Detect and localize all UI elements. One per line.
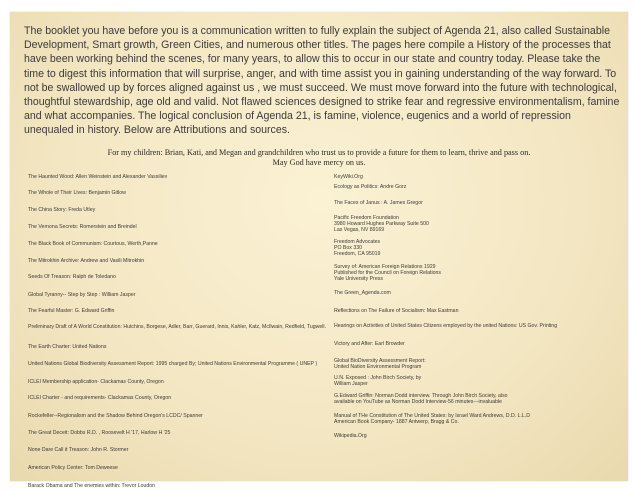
source-entry: G.Edward Griffin: Norman Dodd interview. Through John Birch Society, also available on YouTube as Norman Dodd Interview-56 minutes---invaluable [334, 393, 508, 406]
source-entry: Manual of THe Constitution of The United States: by Israel Ward Andrews, D.D. L.L.D American Book Company- 1887 Antwerp, Bragg & Co. [334, 413, 530, 426]
source-entry: The Black Book of Communism: Courtous, Werth,Panne [28, 241, 158, 247]
source-entry: The Earth Charter: United Nations [28, 344, 107, 350]
source-entry: KeyWiki.Org [334, 174, 363, 180]
source-entry: The China Story: Freda Utley [28, 207, 96, 213]
source-entry: The Whole of Their Lives: Benjamin Gitlow [28, 190, 126, 196]
source-entry: Freedom Advocates PO Box 330 Freedom, CA 95019 [334, 239, 381, 258]
source-entry: Reflections on The Failure of Socialism: Max Eastman [334, 308, 459, 314]
source-entry: Wikipedia.Org [334, 433, 367, 439]
source-entry: None Dare Call it Treason: John R. Stormer [28, 447, 129, 453]
source-entry: Rockefeller--Regionalism and the Shadow Behind Oregon's LCDC/ Spanner [28, 413, 203, 419]
source-entry: Victory and After: Earl Browder [334, 341, 405, 347]
dedication-line-2: May God have mercy on us. [272, 158, 366, 167]
source-entry: The Haunted Wood: Allen Weinstein and Alexander Vassiliev [28, 174, 168, 180]
source-entry: Survey of: American Foreign Relations 1929 Published for the Council on Foreign Relations Yale University Press [334, 264, 441, 283]
source-entry: U.N. Exposed : John Birch Society, by William Jasper [334, 375, 422, 388]
source-entry: Global BioDiversity Assessment Report: United Nation Environmental Program [334, 358, 426, 371]
source-entry: Preliminary Draft of A World Constitution: Hutchins, Borgese, Adler, Barr, Guerard, Innis, Kahler, Katz, McIlwain, Redfield, Tugwell. [28, 324, 327, 330]
slide [10, 12, 628, 489]
source-entry: The Green_Agenda.com [334, 290, 391, 296]
source-entry: Ecology as Politics: Andre Gorz [334, 184, 407, 190]
source-entry: The Faces of Janus : A. James Gregor [334, 200, 423, 206]
source-entry: The Mitrokhin Archive: Andrew and Vasili Mitrokhin [28, 258, 145, 264]
source-entry: Barack Obama and The enemies within: Trevor Loudon [28, 483, 156, 489]
source-entry: The Vernona Secrets: Romerstein and Breindel [28, 224, 137, 230]
source-entry: Hearings on Activities of United States Citizens employed by the united Nations: US Gov. Printing [334, 323, 558, 329]
dedication [10, 148, 628, 168]
source-entry: United Nations Global Biodiversity Assessment Report: 1995 charged By; United Nations Environmental Programme ( UNEP ) [28, 361, 318, 367]
source-entry: The Fearful Master: G. Edward Griffin [28, 308, 115, 314]
source-entry: ICLEI Charter - and requirements- Clackamas County, Oregon [28, 395, 172, 401]
source-entry: ICLEI Membership application- Clackamas County, Oregon [28, 379, 164, 385]
dedication-line-1: For my children: Brian, Kati, and Megan and grandchildren who trust us to provide a future for them to learn, thrive and pass on. [107, 148, 531, 157]
source-entry: Seeds Of Treason: Ralph de Toledano [28, 274, 116, 280]
source-entry: The Great Deceit: Dobbs R.D. , Roosevelt H '17, Harlow H '25 [28, 430, 171, 436]
source-entry: American Policy Center: Tom Deweese [28, 465, 118, 471]
intro-paragraph: The booklet you have before you is a communication written to fully explain the subject of Agenda 21, also called Sustainable Development, Smart growth, Green Cities, and numerous other titles. The pages here compile a History of the processes that have been working behind the scenes, for many years, to allow this to occur in our state and country today. Please take the time to digest this information that will surprise, anger, and with time assist you in gaining understanding of the way forward. To not be swallowed up by forces aligned against us , we must succeed. We must move forward into the future with technological, thoughtful stewardship, age old and valid. Not flawed sciences designed to strike fear and regressive environmentalism, famine and what accompanies. The logical conclusion of Agenda 21, is famine, violence, eugenics and a world of repression unequaled in history. Below are Attributions and sources. [24, 25, 620, 137]
source-entry: Global Tyranny-- Step by Step : William Jasper [28, 292, 136, 298]
source-entry: Pacific Freedom Foundation 3980 Howard Hughes Parkway Suite 500 Las Vegas, NV 89169 [334, 215, 429, 234]
